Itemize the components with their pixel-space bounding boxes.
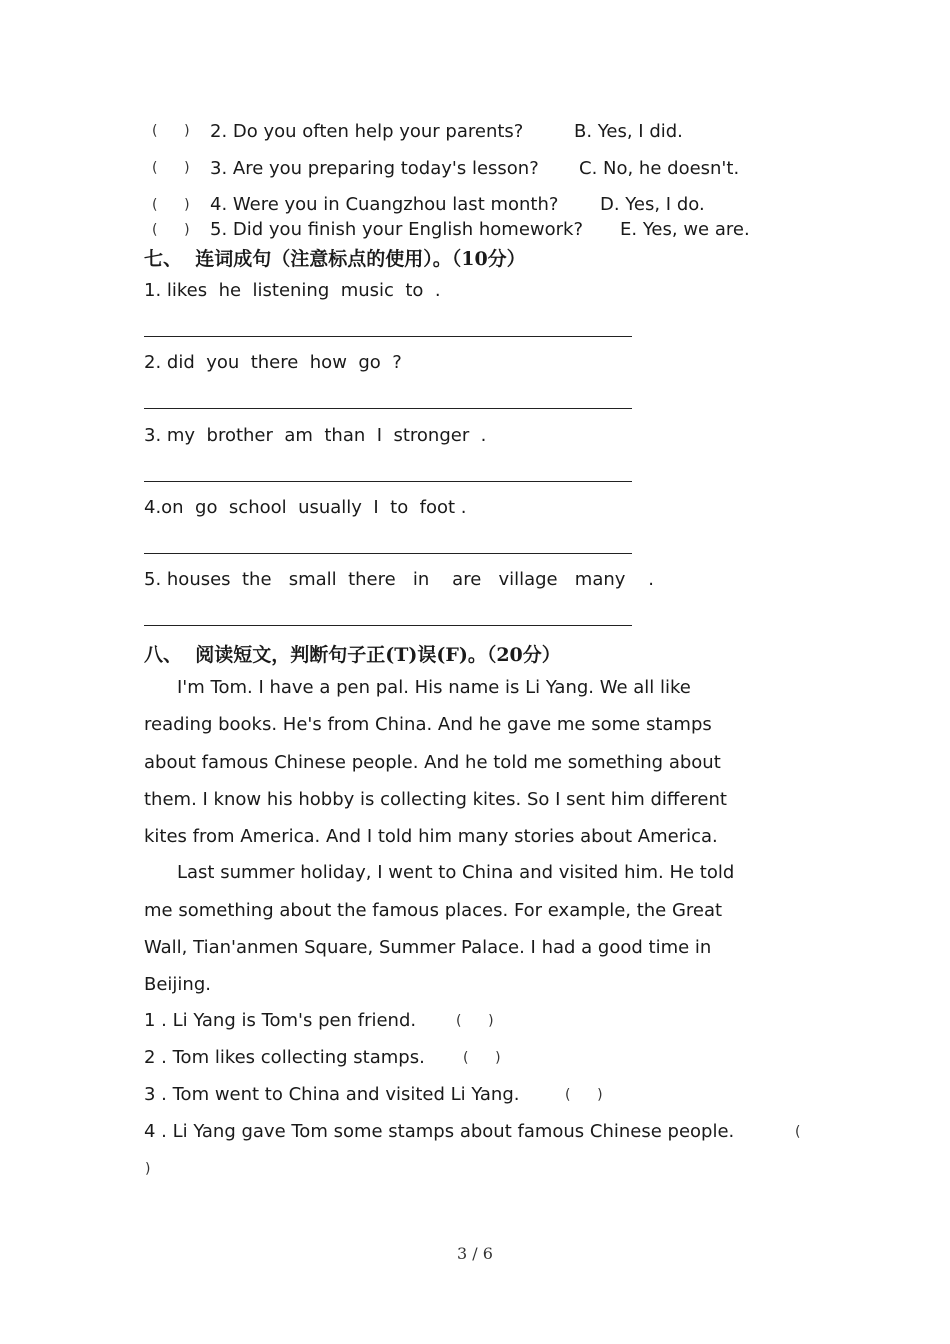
answer-blank[interactable]: ( ) — [463, 1050, 501, 1066]
passage-line: about famous Chinese people. And he told me something about — [144, 752, 721, 773]
scrambled-sentence: 3. my brother am than I stronger . — [144, 425, 487, 446]
match-answer: D. Yes, I do. — [600, 194, 705, 215]
passage-line: me something about the famous places. For example, the Great — [144, 900, 723, 921]
answer-blank[interactable]: ( ) — [456, 1013, 494, 1029]
passage-line: Last summer holiday, I went to China and visited him. He told — [177, 862, 735, 883]
answer-blank[interactable]: ( ) — [152, 123, 190, 139]
page-number: 3 / 6 — [457, 1244, 493, 1263]
section-heading: 七、 连词成句（注意标点的使用）。（10分） — [144, 248, 526, 270]
match-question: 5. Did you finish your English homework? — [210, 219, 584, 240]
tf-question: 1 . Li Yang is Tom's pen friend. — [144, 1010, 417, 1031]
passage-line: Wall, Tian'anmen Square, Summer Palace. I had a good time in — [144, 937, 712, 958]
match-answer: C. No, he doesn't. — [579, 158, 740, 179]
scrambled-sentence: 4.on go school usually I to foot . — [144, 497, 467, 518]
answer-blank[interactable]: ( ) — [152, 222, 190, 238]
scrambled-sentence: 2. did you there how go ? — [144, 352, 402, 373]
tf-question: 4 . Li Yang gave Tom some stamps about famous Chinese people. — [144, 1121, 735, 1142]
passage-line: I'm Tom. I have a pen pal. His name is Li Yang. We all like — [177, 677, 691, 698]
match-question: 4. Were you in Cuangzhou last month? — [210, 194, 559, 215]
answer-blank-open[interactable]: ( — [795, 1124, 801, 1140]
scrambled-sentence: 1. likes he listening music to . — [144, 280, 441, 301]
answer-blank[interactable]: ( ) — [152, 197, 190, 213]
answer-blank[interactable]: ( ) — [565, 1087, 603, 1103]
answer-line[interactable] — [144, 336, 632, 337]
match-question: 3. Are you preparing today's lesson? — [210, 158, 539, 179]
match-answer: E. Yes, we are. — [620, 219, 750, 240]
answer-line[interactable] — [144, 481, 632, 482]
answer-line[interactable] — [144, 408, 632, 409]
match-question: 2. Do you often help your parents? — [210, 121, 524, 142]
match-answer: B. Yes, I did. — [574, 121, 683, 142]
passage-line: them. I know his hobby is collecting kites. So I sent him different — [144, 789, 727, 810]
passage-line: Beijing. — [144, 974, 211, 995]
answer-line[interactable] — [144, 553, 632, 554]
scrambled-sentence: 5. houses the small there in are village many . — [144, 569, 655, 590]
section-heading: 八、 阅读短文，判断句子正(T)误(F)。（20分） — [144, 644, 561, 666]
answer-line[interactable] — [144, 625, 632, 626]
tf-question: 3 . Tom went to China and visited Li Yang. — [144, 1084, 520, 1105]
answer-blank-close: ) — [145, 1161, 151, 1177]
passage-line: reading books. He's from China. And he gave me some stamps — [144, 714, 712, 735]
answer-blank[interactable]: ( ) — [152, 160, 190, 176]
passage-line: kites from America. And I told him many stories about America. — [144, 826, 718, 847]
tf-question: 2 . Tom likes collecting stamps. — [144, 1047, 425, 1068]
